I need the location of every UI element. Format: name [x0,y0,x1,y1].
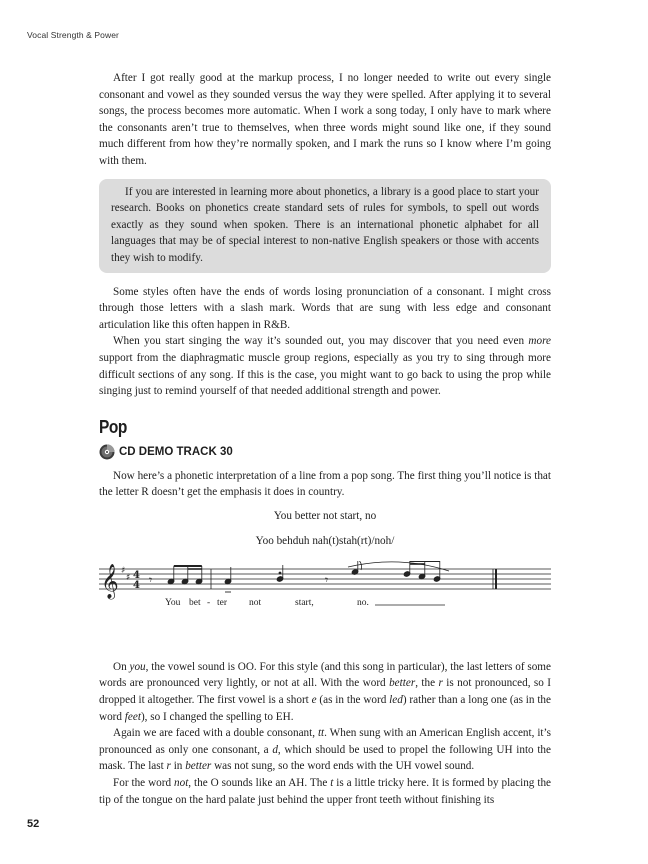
svg-text:𝄾: 𝄾 [149,572,153,587]
paragraph-support: When you start singing the way it’s sounded out, you may discover that you need even more support from the diaphragmatic muscle group regions, especially as you try to sing through more difficult sections of any song. If this is the case, you might want to go back to using the prop while singing just to remind yourself of that needed additional strength and power. [99,335,551,398]
page-number: 52 [27,818,40,830]
bottom-text [99,659,551,808]
lyric-syllable: bet [189,597,201,608]
page-content [99,70,551,808]
lyric-syllable: You [165,597,181,608]
section-heading-pop: Pop [99,416,127,437]
svg-text:𝄾: 𝄾 [325,572,329,587]
phonetics-note-box [99,179,551,273]
svg-text:4: 4 [133,579,140,591]
lyric-line: You better not start, no [273,509,377,522]
phonetic-line: Yoo behduh nah(t)stah(rt)/noh/ [255,534,395,547]
lyric-syllable: no. [357,597,369,608]
treble-clef-icon: 𝄞 [101,563,119,599]
svg-text:4: 4 [133,569,140,581]
cd-disc-icon [99,444,115,460]
staff-svg [99,561,551,633]
cd-track-label [99,444,551,460]
paragraph-double-consonant: Again we are faced with a double consonant, tt. When sung with an American English accent, it’s pronounced as only one consonant, a d, which should be used to propel the following UH into the mask. The last r in better was not sung, so the word ends with the UH vowel sound. [99,727,551,773]
track-label-text: CD DEMO TRACK 30 [119,445,233,458]
svg-text:♯: ♯ [121,565,126,576]
lyric-syllable: - [207,597,211,608]
lyric-syllable: not [249,597,262,608]
paragraph-you: On you, the vowel sound is OO. For this style (and this song in particular), the last letters of some words are pronounced very lightly, or not at all. With the word better, the r is not pronounced, so I dropped it altogether. The first vowel is a short e (as in the word led) rather than a long one (as in the word feet), so I changed the spelling to EH. [99,660,552,723]
lyric-syllable: start, [295,597,314,608]
paragraph-pop-intro: Now here’s a phonetic interpretation of a line from a pop song. The first thing you’ll notice is that the letter R doesn’t get the emphasis it does in country. [99,469,551,499]
svg-text:♯: ♯ [126,572,131,583]
paragraph-not: For the word not, the O sounds like an AH. The t is a little tricky here. It is formed by placing the tip of the tongue on the hard palate just behind the upper front teeth without finishing its [99,777,552,806]
running-head: Vocal Strength & Power [27,30,119,40]
paragraph-markup-process: After I got really good at the markup process, I no longer needed to write out every single consonant and vowel as they sounded versus the way they were spelled. After applying it to several songs, the process becomes more automatic. When I work a song today, I only have to mark where the consonants aren’t true to themselves, when three words might sound like one, if they sound much different from how they’re normally spoken, and I mark the runs so I know where I’m going with them. [99,72,551,167]
note-box-text: If you are interested in learning more about phonetics, a library is a good place to start your research. Books on phonetics create standard sets of rules for symbols, to spell out words exactly as they sound when spoken. There is an international phonetic alphabet for all languages that may be of special interest to non-native English speakers or those with accents they wish to modify. [111,185,539,264]
paragraph-consonants: Some styles often have the ends of words losing pronunciation of a consonant. I might cross through those letters with a slash mark. Words that are sung with less edge and consonant articulation like this often happen in R&B. [99,285,551,331]
lyric-syllable: ter [217,597,228,608]
music-notation [99,561,551,621]
